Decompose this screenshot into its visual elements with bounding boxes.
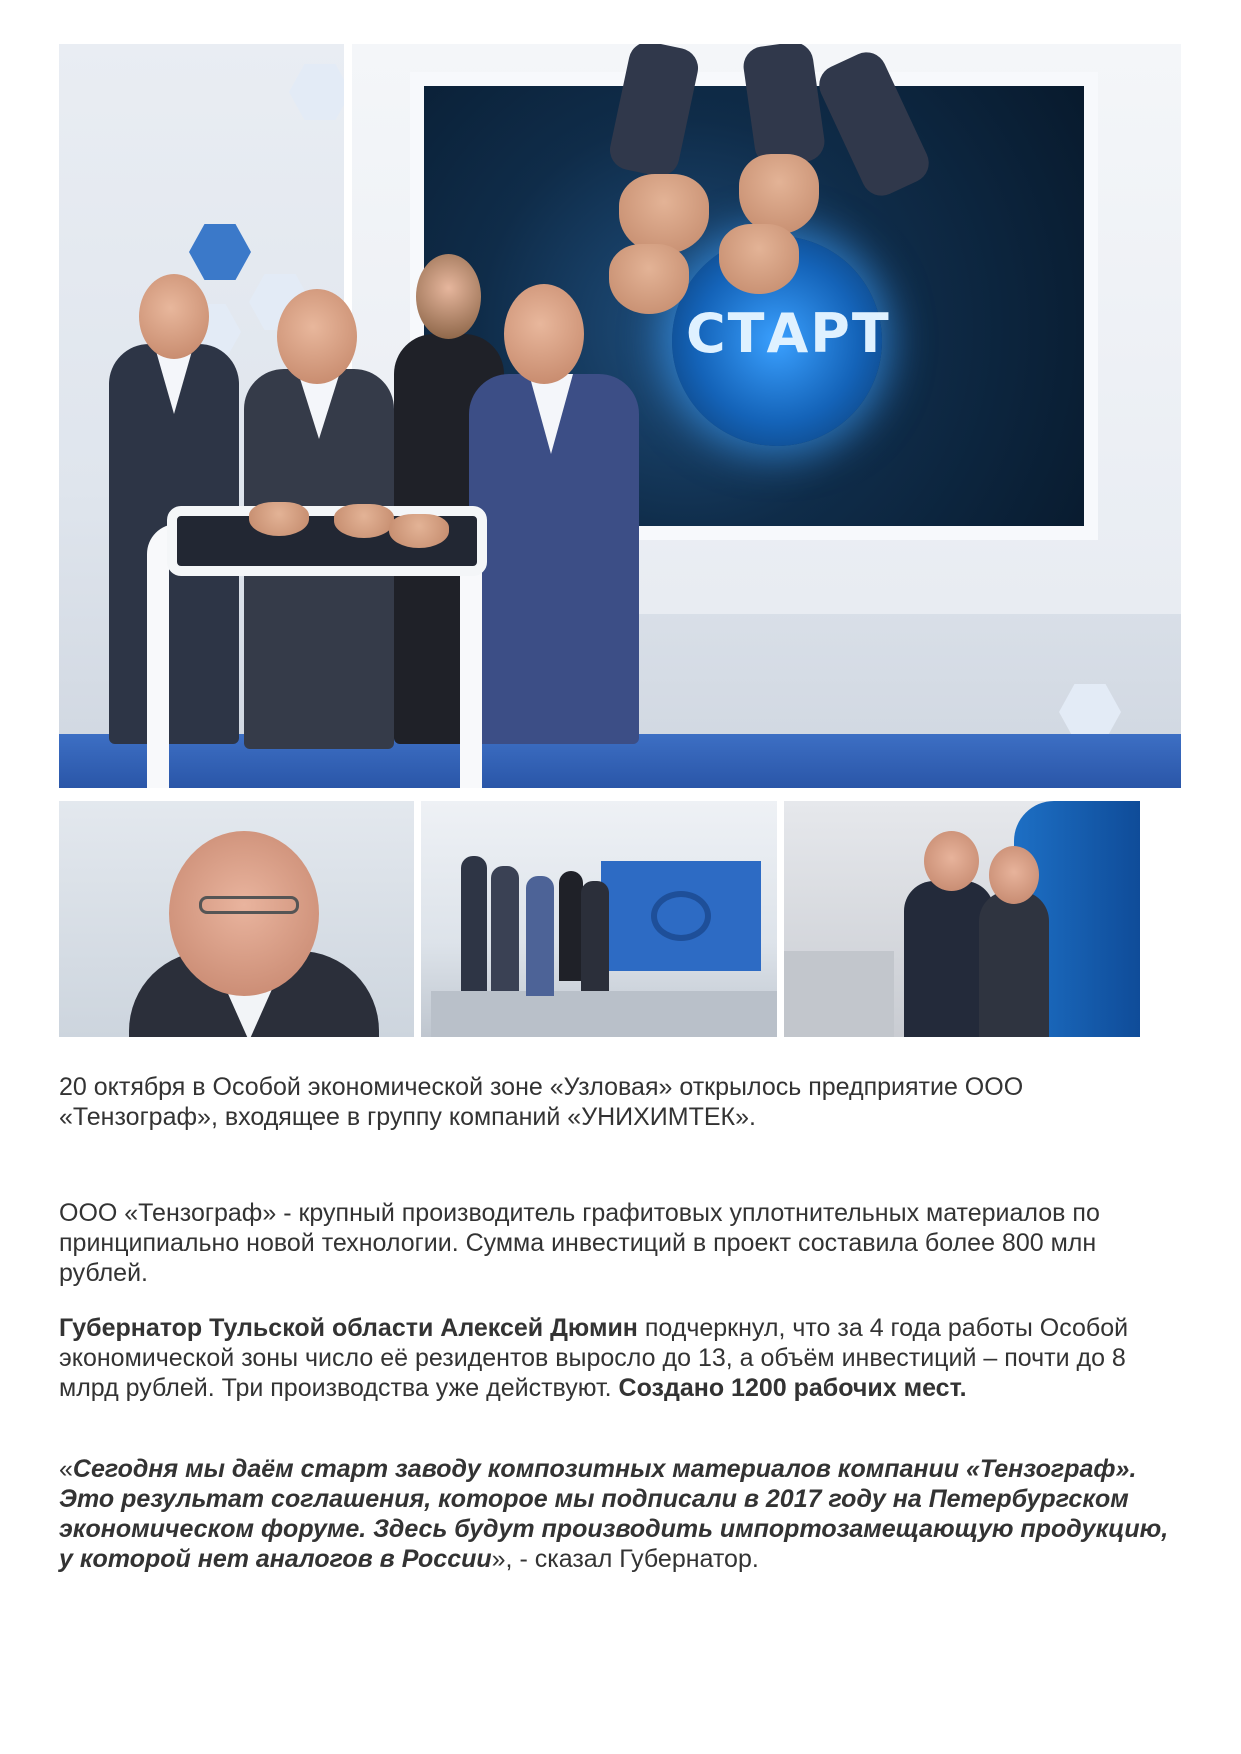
paragraph-governor (59, 1313, 1179, 1403)
person (559, 871, 583, 981)
head (139, 274, 209, 359)
factory-tour-photo (421, 801, 777, 1037)
portrait-photo (59, 801, 414, 1037)
quote-open: « (59, 1455, 73, 1483)
hexagon-decoration (189, 224, 251, 280)
head (277, 289, 357, 384)
head (924, 831, 979, 891)
hand (739, 154, 819, 234)
hand (719, 224, 799, 294)
equipment (784, 951, 894, 1037)
hexagon-decoration (1059, 684, 1121, 740)
head (989, 846, 1039, 904)
machine-roller (651, 891, 711, 941)
person (581, 881, 609, 991)
hexagon-decoration (289, 64, 351, 120)
person (461, 856, 487, 991)
hand (619, 174, 709, 254)
person (526, 876, 554, 996)
factory-floor (431, 991, 777, 1037)
workshop-photo (784, 801, 1140, 1037)
hand (249, 502, 309, 536)
quote-attribution: », - сказал Губернатор. (491, 1545, 759, 1573)
paragraph-quote (59, 1454, 1179, 1574)
person (491, 866, 519, 991)
glasses-icon (199, 896, 299, 914)
person (979, 891, 1049, 1037)
screen-start-label: СТАРТ (686, 302, 891, 365)
governor-statement: подчеркнул, что за 4 года работы Особой экономической зоны число её резидентов выросло до 13, а объём инвестиций – почти до 8 млрд рублей. Три производства уже действуют. (59, 1314, 1129, 1402)
hand (609, 244, 689, 314)
governor-quote: Сегодня мы даём старт заводу композитных материалов компании «Тензограф». Это результат соглашения, которое мы подписали в 2017 году на Петербургском экономическом форуме. Здесь будут производить импортозамещающую продукцию, у которой нет аналогов в России (59, 1455, 1169, 1573)
governor-name: Губернатор Тульской области Алексей Дюмин (59, 1314, 638, 1342)
jobs-created: Создано 1200 рабочих мест. (618, 1374, 967, 1402)
hand (334, 504, 394, 538)
paragraph-intro: 20 октября в Особой экономической зоне «Узловая» открылось предприятие ООО «Тензограф», входящее в группу компаний «УНИХИМТЕК». (59, 1073, 1024, 1131)
paragraph-company: ООО «Тензограф» - крупный производитель графитовых уплотнительных материалов по принципиально новой технологии. Сумма инвестиций в проект составила более 800 млн рублей. (59, 1199, 1100, 1287)
head (504, 284, 584, 384)
head (416, 254, 481, 339)
hand (389, 514, 449, 548)
hero-photo (59, 44, 1181, 788)
